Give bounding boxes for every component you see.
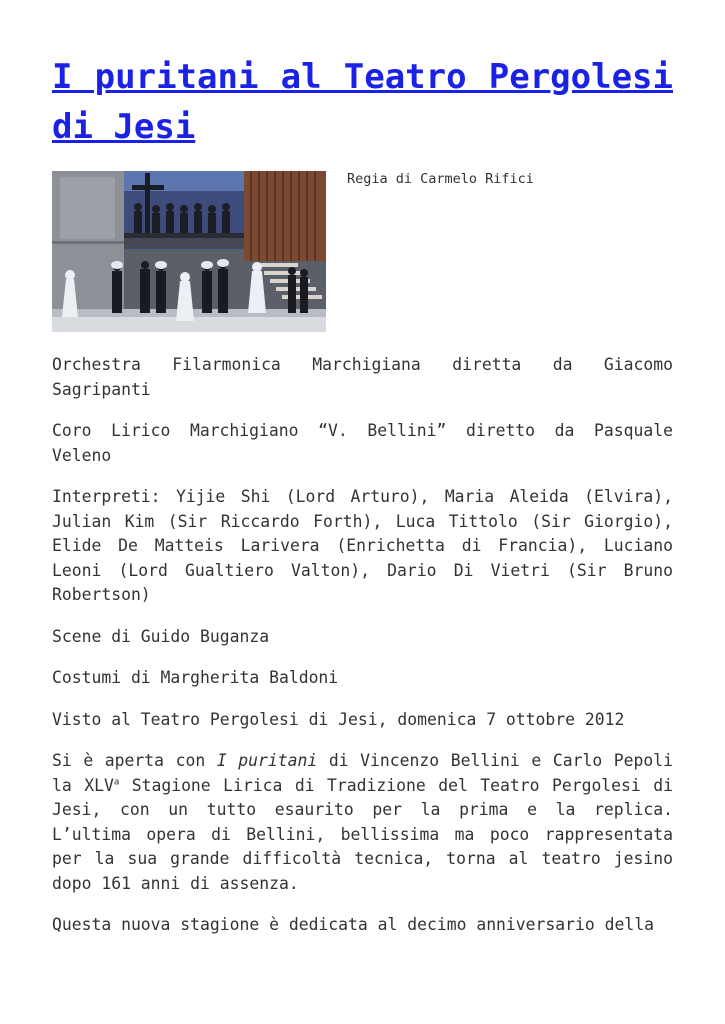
credit-visto: Visto al Teatro Pergolesi di Jesi, domenica 7 ottobre 2012 xyxy=(52,709,625,729)
article-title xyxy=(52,52,673,152)
article xyxy=(52,52,673,938)
figure-row xyxy=(52,171,673,333)
image-caption: Regia di Carmelo Rifici xyxy=(347,171,534,187)
paragraph-intro-rest: Stagione Lirica di Tradizione del Teatro Pergolesi di Jesi, con un tutto esaurito per la prima e la replica. L’ultima opera di Bellini, bellissima ma poco rappresentata per la sua grande difficoltà tecnica, torna al teatro jesino dopo 161 anni di assenza. xyxy=(52,775,673,893)
article-body xyxy=(52,353,673,938)
stage-photo xyxy=(52,171,326,332)
paragraph-second: Questa nuova stagione è dedicata al decimo anniversario della xyxy=(52,915,654,934)
article-title-link[interactable]: I puritani al Teatro Pergolesi di Jesi xyxy=(52,57,673,147)
paragraph-intro xyxy=(52,749,673,896)
credit-scene: Scene di Guido Buganza xyxy=(52,626,270,646)
credit-coro: Coro Lirico Marchigiano “V. Bellini” diretto da Pasquale Veleno xyxy=(52,421,673,465)
paragraph-intro-middle: di Vincenzo Bellini e Carlo Pepoli la XLV xyxy=(52,751,673,795)
credit-interpreti: Interpreti: Yijie Shi (Lord Arturo), Maria Aleida (Elvira), Julian Kim (Sir Riccardo Forth), Luca Tittolo (Sir Giorgio), Elide De Matteis Larivera (Enrichetta di Francia), Luciano Leoni (Lord Gualtiero Valton), Dario Di Vietri (Sir Bruno Robertson) xyxy=(52,487,673,604)
credit-costumi: Costumi di Margherita Baldoni xyxy=(52,668,339,687)
paragraph-intro-start: Si è aperta con xyxy=(52,751,217,770)
opera-title-emphasis: I puritani xyxy=(216,751,318,770)
credit-orchestra: Orchestra Filarmonica Marchigiana diretta da Giacomo Sagripanti xyxy=(52,355,673,399)
ordinal-superscript: a xyxy=(113,777,120,788)
